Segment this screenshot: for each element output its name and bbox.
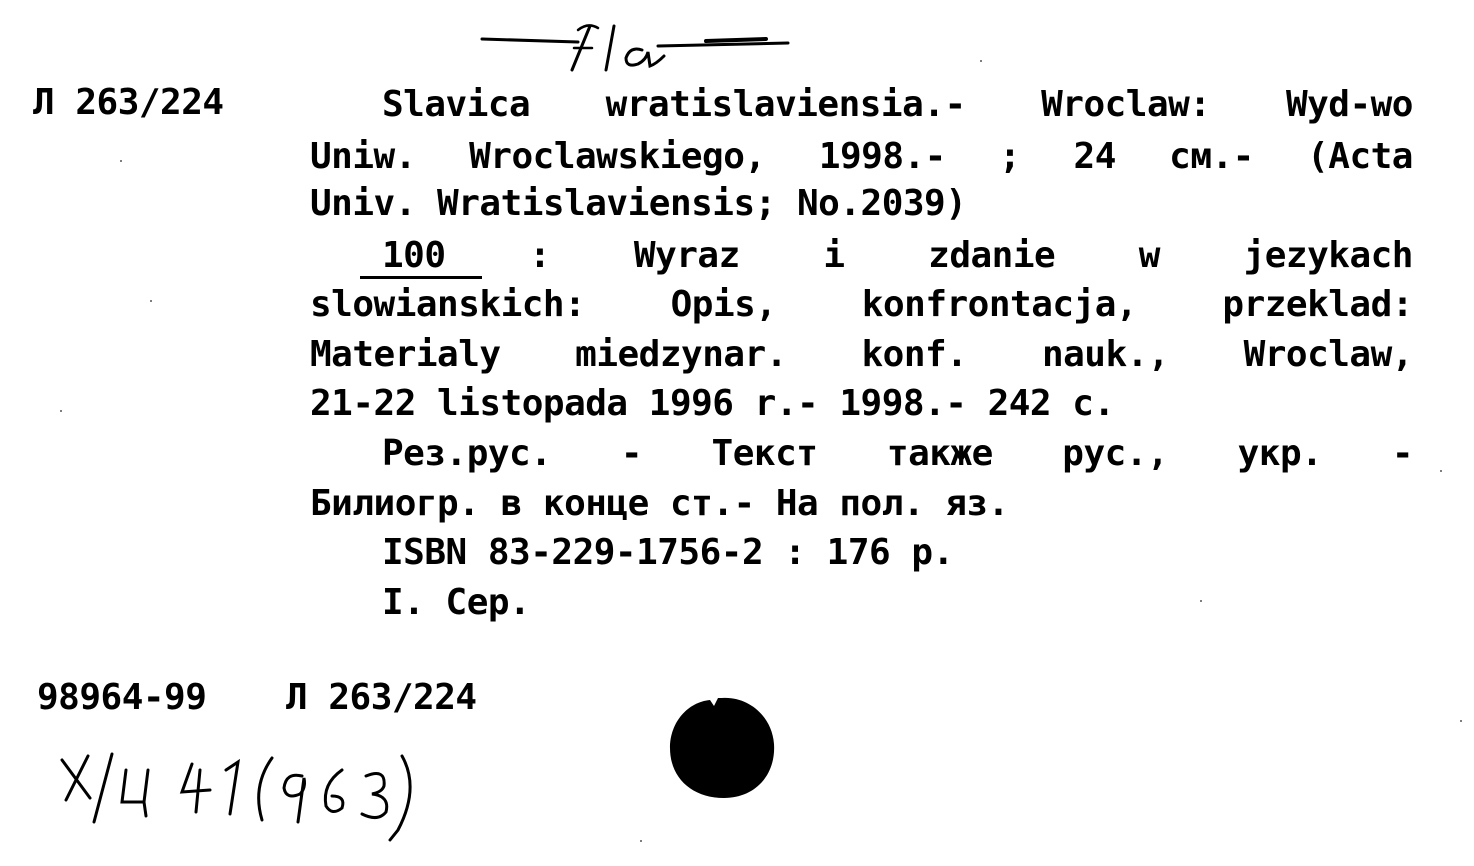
scan-speck [640,840,642,842]
entry-line-8 [382,433,1413,474]
entry-word: slowianskich: [310,284,586,325]
volume-underline [360,276,482,279]
entry-line-2 [310,136,1413,177]
entry-word: przeklad: [1222,284,1413,325]
volume-number: 100 [382,235,446,276]
entry-word: Wyraz [633,235,740,276]
entry-word: рус., [1062,433,1169,474]
accession-number: 98964-99 [37,677,207,718]
call-number-top: Л 263/224 [33,82,224,123]
entry-word: wratislaviensia.- [605,84,966,125]
entry-word: Wroclawskiego, [469,136,766,177]
entry-word: - [620,433,643,474]
entry-line-5 [310,284,1413,325]
entry-word: w [1138,235,1160,276]
scan-speck [1460,720,1462,722]
entry-word: i [823,235,845,276]
scan-speck [1440,470,1442,472]
entry-line-9: Билиогр. в конце ст.- На пол. яз. [310,483,1009,524]
entry-word: - [1391,433,1413,474]
entry-word: Opis, [670,284,777,325]
entry-word: zdanie [928,235,1056,276]
entry-word: Uniw. [310,136,416,177]
entry-word: 24 [1073,136,1116,177]
entry-line-1 [382,84,1413,125]
entry-word: Рез.рус. [382,433,552,474]
entry-word: укр. [1237,433,1323,474]
entry-word: см.- [1169,136,1254,177]
entry-word: jezykach [1243,235,1413,276]
entry-word: miedzynar. [575,334,787,375]
entry-word: konf. [861,334,968,375]
entry-line-4 [382,235,1413,276]
scan-speck [1200,600,1202,602]
entry-word: Wroclaw, [1243,334,1413,375]
entry-line-6 [310,334,1413,375]
entry-word: 1998.- [818,136,946,177]
scan-speck [980,60,982,62]
entry-line-3: Univ. Wratislaviensis; No.2039) [310,183,967,224]
entry-word: : [529,235,551,276]
entry-word: Materialy [310,334,501,375]
scan-speck [150,300,152,302]
entry-word: Текст [711,433,818,474]
call-number-bottom: Л 263/224 [286,677,477,718]
scan-speck [60,410,62,412]
handwritten-top-note [470,8,800,78]
entry-word: Slavica [382,84,531,125]
entry-word: Wyd-wo [1285,84,1413,125]
entry-word: nauk., [1041,334,1169,375]
entry-word: также [886,433,993,474]
entry-line-7: 21-22 listopada 1996 r.- 1998.- 242 с. [310,383,1115,424]
entry-word: Wroclaw: [1041,84,1211,125]
scan-speck [120,160,122,162]
series-line: I. Сер. [382,582,531,623]
isbn-line: ISBN 83-229-1756-2 : 176 р. [382,532,954,573]
handwritten-bottom-note [50,740,490,850]
entry-word: (Acta [1307,136,1413,177]
punch-hole [664,694,780,802]
entry-word: ; [999,136,1021,177]
entry-word: konfrontacja, [861,284,1138,325]
